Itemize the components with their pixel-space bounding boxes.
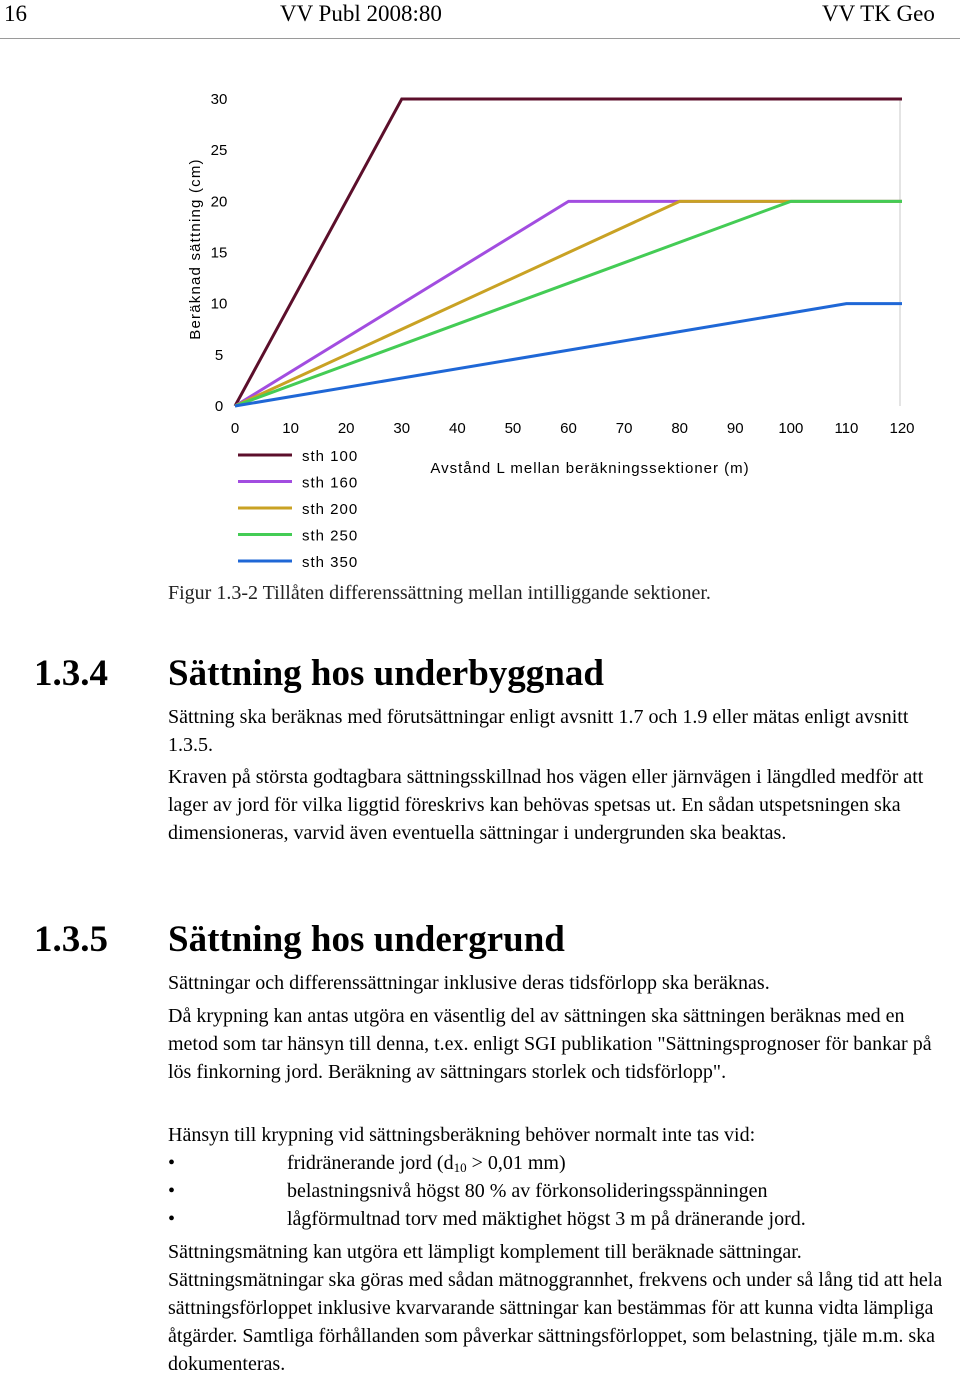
legend-label: sth 250 xyxy=(302,527,359,545)
y-tick-labels xyxy=(211,91,228,415)
figure-caption: Figur 1.3-2 Tillåten differenssättning mellan intilliggande sektioner. xyxy=(168,582,711,604)
section-135-title: Sättning hos undergrund xyxy=(168,919,565,960)
x-tick-labels xyxy=(231,420,915,437)
x-tick-label: 0 xyxy=(230,420,240,437)
y-axis-label: Beräknad sättning (cm) xyxy=(187,158,204,340)
x-tick-label: 70 xyxy=(615,420,633,437)
x-tick-label: 50 xyxy=(504,420,522,437)
x-tick-label: 100 xyxy=(778,420,804,437)
x-tick-label: 40 xyxy=(448,420,466,437)
y-tick-label: 0 xyxy=(214,398,224,415)
section-135-paragraph-5: Sättningsmätningar ska göras med sådan mätnoggrannhet, frekvens och under så lång tid att hela sättningsförloppet inklusive kvarvarande sättningar kan bestämmas för att kunna vidta lämpliga åtgärder. Samtliga förhållanden som påverkar sättningsförloppet, som belastning, tjäle m.m. ska dokumenteras. xyxy=(168,1269,943,1375)
x-tick-label: 90 xyxy=(726,420,744,437)
department: VV TK Geo xyxy=(822,1,935,26)
series-line-sth-350 xyxy=(235,304,902,406)
x-tick-label: 60 xyxy=(560,420,577,437)
x-tick-label: 20 xyxy=(337,420,355,437)
y-tick-label: 25 xyxy=(210,142,228,160)
bullet-text-1 xyxy=(287,1149,566,1177)
series-lines xyxy=(235,99,902,406)
section-135-number: 1.3.5 xyxy=(34,919,108,960)
bullet-1-subscript: 10 xyxy=(453,1160,467,1175)
legend-label: sth 200 xyxy=(302,501,359,518)
bullet-1-text-end: > 0,01 mm) xyxy=(466,1152,566,1174)
x-tick-label: 30 xyxy=(393,420,411,437)
section-134-title: Sättning hos underbyggnad xyxy=(168,653,604,694)
x-tick-label: 10 xyxy=(282,420,299,437)
section-135-paragraph-3: Hänsyn till krypning vid sättningsberäkning behöver normalt inte tas vid: xyxy=(168,1124,756,1146)
bullet-marker: • xyxy=(168,1180,176,1202)
settlement-chart xyxy=(0,0,960,580)
section-135-paragraph-2: Då krypning kan antas utgöra en väsentlig del av sättningen ska sättningen beräknas med en metod som tar hänsyn till denna, t.ex. enligt SGI publikation "Sättningsprognoser för bankar på lös finkorning jord. Beräkning av sättningars storlek och tidsförlopp". xyxy=(168,1005,932,1083)
legend-label: sth 350 xyxy=(302,554,359,571)
bullet-text-2: belastningsnivå högst 80 % av förkonsolideringsspänningen xyxy=(287,1180,768,1202)
section-134-paragraph-1: Sättning ska beräknas med förutsättningar enligt avsnitt 1.7 och 1.9 eller mätas enligt avsnitt 1.3.5. xyxy=(168,706,909,756)
series-line-sth-250 xyxy=(235,201,902,406)
y-tick-label: 15 xyxy=(210,244,228,262)
section-135-paragraph-1: Sättningar och differenssättningar inklusive deras tidsförlopp ska beräknas. xyxy=(168,972,770,994)
bullet-marker: • xyxy=(168,1208,176,1230)
y-tick-label: 30 xyxy=(210,91,228,108)
section-134-number: 1.3.4 xyxy=(34,653,108,694)
section-134-paragraph-2: Kraven på största godtagbara sättningsskillnad hos vägen eller järnvägen i längdled medför att lager av jord för vilka liggtid föreskrivs kan behövas spetsas ut. En sådan utspetsningen ska dimensioneras, varvid även eventuella sättningar i undergrunden ska beaktas. xyxy=(168,766,924,844)
series-line-sth-200 xyxy=(235,201,902,406)
y-tick-label: 10 xyxy=(210,295,228,313)
bullet-1-text-start: fridränerande jord (d xyxy=(287,1152,454,1174)
y-tick-label: 5 xyxy=(214,346,224,364)
bullet-text-3: lågförmultnad torv med mäktighet högst 3 m på dränerande jord. xyxy=(287,1208,806,1230)
x-axis-label: Avstånd L mellan beräkningssektioner (m) xyxy=(430,460,750,477)
series-line-sth-160 xyxy=(235,201,902,406)
legend-label: sth 100 xyxy=(302,448,359,465)
x-tick-label: 110 xyxy=(834,420,859,437)
publication-id: VV Publ 2008:80 xyxy=(280,1,442,26)
legend-label: sth 160 xyxy=(302,474,359,492)
y-tick-label: 20 xyxy=(210,193,228,211)
bullet-marker: • xyxy=(168,1152,176,1174)
x-tick-label: 120 xyxy=(889,420,915,437)
y-axis-label-group xyxy=(187,158,204,339)
x-tick-label: 80 xyxy=(671,420,689,437)
section-135-paragraph-4: Sättningsmätning kan utgöra ett lämpligt komplement till beräknade sättningar. xyxy=(168,1241,802,1263)
legend xyxy=(238,448,358,571)
page-number: 16 xyxy=(4,1,27,26)
